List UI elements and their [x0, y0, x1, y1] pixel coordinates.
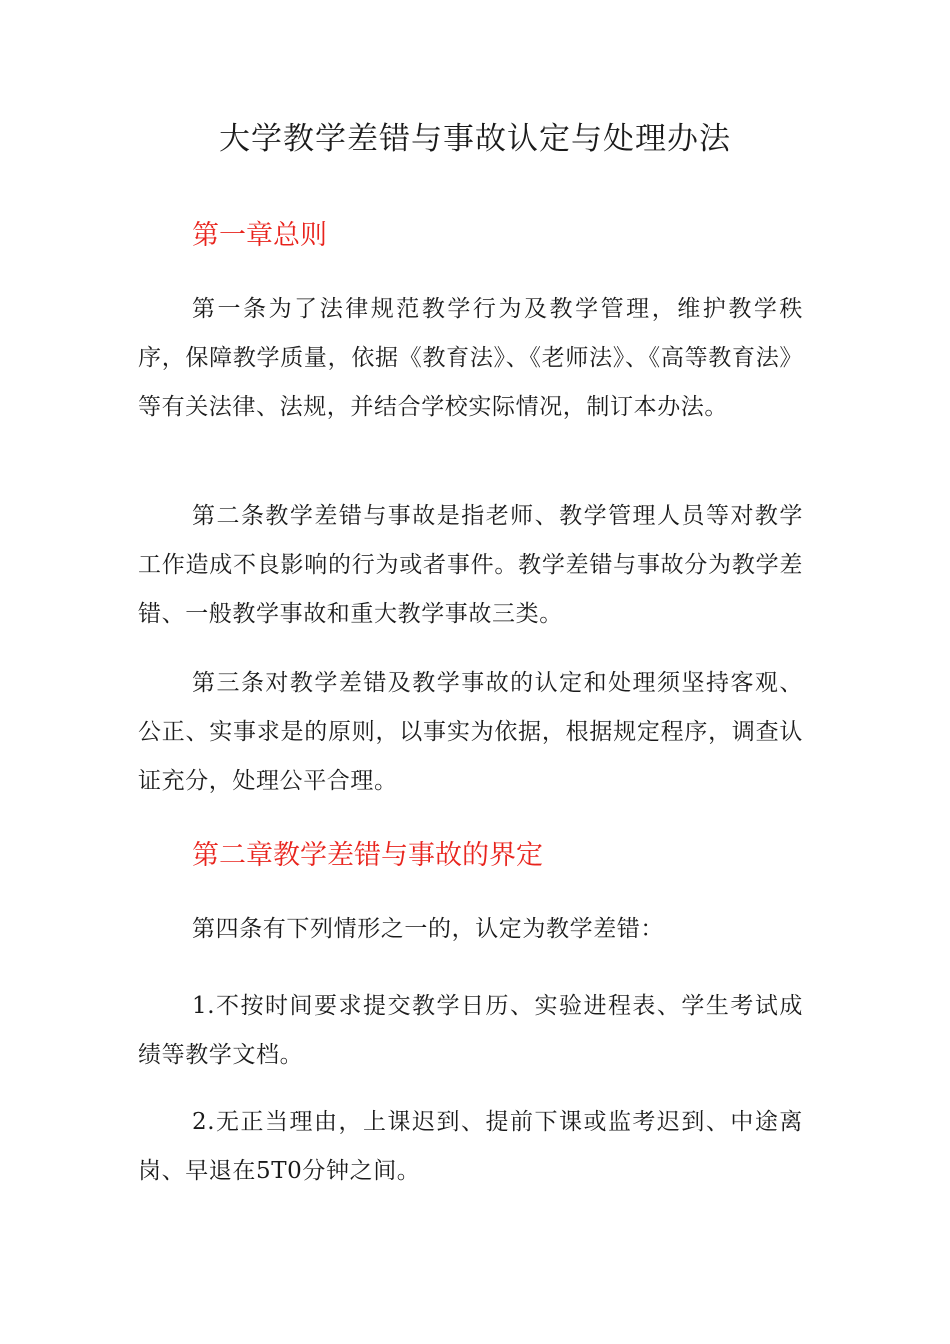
list-item-1: 1.不按时间要求提交教学日历、实验进程表、学生考试成绩等教学文档。	[138, 993, 803, 1068]
article-3: 第三条对教学差错及教学事故的认定和处理须坚持客观、公正、实事求是的原则，以事实为依据，根据规定程序，调查认证充分，处理公平合理。	[138, 670, 803, 794]
chapter-heading-1: 第一章总则	[192, 220, 327, 251]
list-item-2: 2.无正当理由，上课迟到、提前下课或监考迟到、中途离岗、早退在5T0分钟之间。	[138, 1109, 803, 1184]
document-title: 大学教学差错与事故认定与处理办法	[219, 121, 731, 157]
article-2: 第二条教学差错与事故是指老师、教学管理人员等对教学工作造成不良影响的行为或者事件。教学差错与事故分为教学差错、一般教学事故和重大教学事故三类。	[138, 503, 803, 627]
article-4: 第四条有下列情形之一的，认定为教学差错：	[192, 916, 664, 942]
chapter-heading-2: 第二章教学差错与事故的界定	[192, 840, 543, 871]
article-1: 第一条为了法律规范教学行为及教学管理，维护教学秩序，保障教学质量，依据《教育法》、《老师法》、《高等教育法》等有关法律、法规，并结合学校实际情况，制订本办法。	[138, 296, 803, 420]
